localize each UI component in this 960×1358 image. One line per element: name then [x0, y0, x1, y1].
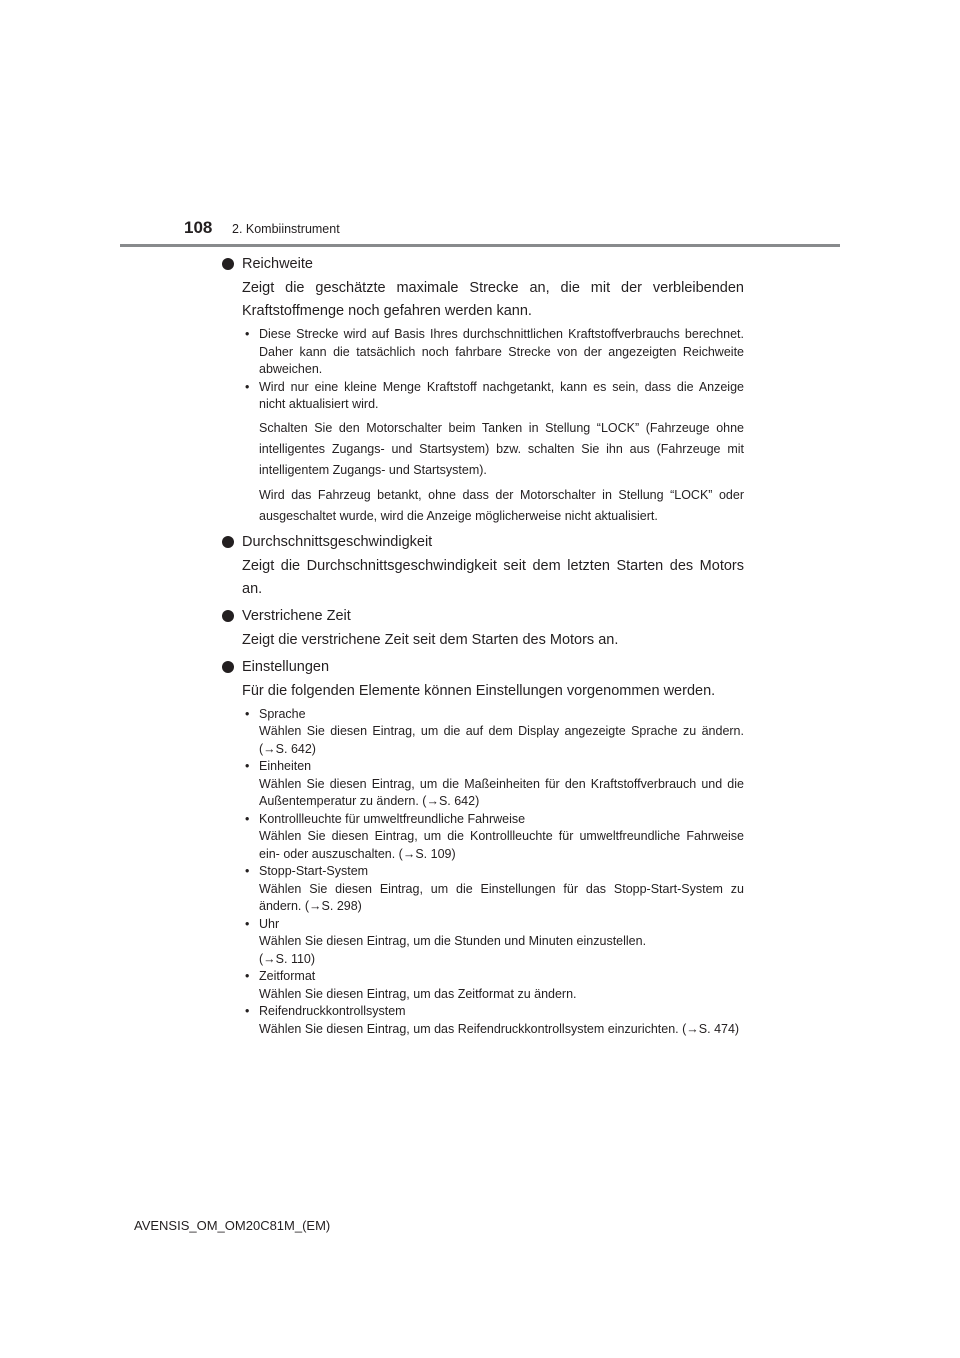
page-number: 108 — [184, 218, 213, 237]
item-name: • Uhr — [259, 916, 280, 931]
item-name: • Kontrollleuchte für umweltfreundliche Fahrweise — [259, 811, 526, 826]
einstellungen-item-reifendruck — [242, 1003, 744, 1038]
chapter-title: 2. Kombiinstrument — [232, 222, 340, 236]
einstellungen-item-kontrollleuchte — [242, 811, 744, 864]
einstellungen-item-sprache — [242, 706, 744, 759]
section-reichweite-title: Reichweite — [222, 254, 744, 274]
item-text: Wählen Sie diesen Eintrag, um die Einstellungen für das Stopp-Start-System zu ändern. (→S. 298) — [259, 881, 744, 913]
item-name: • Stopp-Start-System — [259, 864, 369, 878]
page-content — [222, 254, 744, 1038]
item-text-ref: (→S. 110) — [259, 951, 316, 966]
reichweite-bullet-list — [222, 326, 744, 414]
section-einstellungen-title: Einstellungen — [222, 657, 744, 677]
einstellungen-item-uhr — [242, 916, 744, 969]
reichweite-note-2: Wird das Fahrzeug betankt, ohne dass der Motorschalter in Stellung “LOCK” oder ausgeschaltet wurde, wird die Anzeige möglicherweise nicht aktualisiert. — [259, 487, 744, 523]
section-durchschnitt-title: Durchschnittsgeschwindigkeit — [222, 532, 744, 552]
einstellungen-item-einheiten — [242, 758, 744, 811]
section-durchschnitt-desc: Zeigt die Durchschnittsgeschwindigkeit seit dem letzten Starten des Motors an. — [242, 557, 744, 597]
section-einstellungen-desc: Für die folgenden Elemente können Einstellungen vorgenommen werden. — [242, 682, 716, 699]
section-zeit-desc: Zeigt die verstrichene Zeit seit dem Starten des Motors an. — [242, 631, 619, 648]
item-name: • Reifendruckkontrollsystem — [259, 1004, 406, 1018]
item-name: • Einheiten — [259, 759, 312, 773]
einstellungen-list — [222, 706, 744, 1039]
footer-code: AVENSIS_OM_OM20C81M_(EM) — [134, 1218, 331, 1233]
reichweite-note-1: Schalten Sie den Motorschalter beim Tanken in Stellung “LOCK” (Fahrzeuge ohne intelligentes Zugangs- und Startsystem) bzw. schalten Sie ihn aus (Fahrzeuge mit intelligentem Zugangs- und Startsystem). — [259, 420, 744, 477]
einstellungen-item-stopp-start — [242, 863, 744, 916]
item-text: Wählen Sie diesen Eintrag, um die auf dem Display angezeigte Sprache zu ändern. (→S. 642) — [259, 724, 744, 756]
header-rule — [120, 244, 840, 247]
item-text: Wählen Sie diesen Eintrag, um die Kontrollleuchte für umweltfreundliche Fahrweise ein- oder auszuschalten. (→S. 109) — [259, 829, 744, 861]
item-name: • Zeitformat — [259, 969, 316, 983]
item-text: Wählen Sie diesen Eintrag, um das Zeitformat zu ändern. — [259, 986, 577, 1001]
einstellungen-item-zeitformat — [242, 968, 744, 1003]
item-text: Wählen Sie diesen Eintrag, um die Maßeinheiten für den Kraftstoffverbrauch und die Außentemperatur zu ändern. (→S. 642) — [259, 776, 744, 808]
item-text: Wählen Sie diesen Eintrag, um das Reifendruckkontrollsystem einzurichten. (→S. 474) — [259, 1021, 740, 1036]
item-text: Wählen Sie diesen Eintrag, um die Stunden und Minuten einzustellen. — [259, 934, 647, 948]
section-zeit-title: Verstrichene Zeit — [222, 606, 744, 626]
section-reichweite-desc: Zeigt die geschätzte maximale Strecke an, die mit der verbleibenden Kraftstoffmenge noch gefahren werden kann. — [242, 280, 744, 319]
item-name: • Sprache — [259, 706, 306, 721]
reichweite-bullet-2: • Wird nur eine kleine Menge Kraftstoff nachgetankt, kann es sein, dass die Anzeige nicht aktualisiert wird. — [242, 379, 744, 414]
reichweite-bullet-1: • Diese Strecke wird auf Basis Ihres durchschnittlichen Kraftstoffverbrauchs berechnet. Daher kann die tatsächlich noch fahrbare Strecke von der angezeigten Reichweite abweichen. — [242, 326, 744, 379]
